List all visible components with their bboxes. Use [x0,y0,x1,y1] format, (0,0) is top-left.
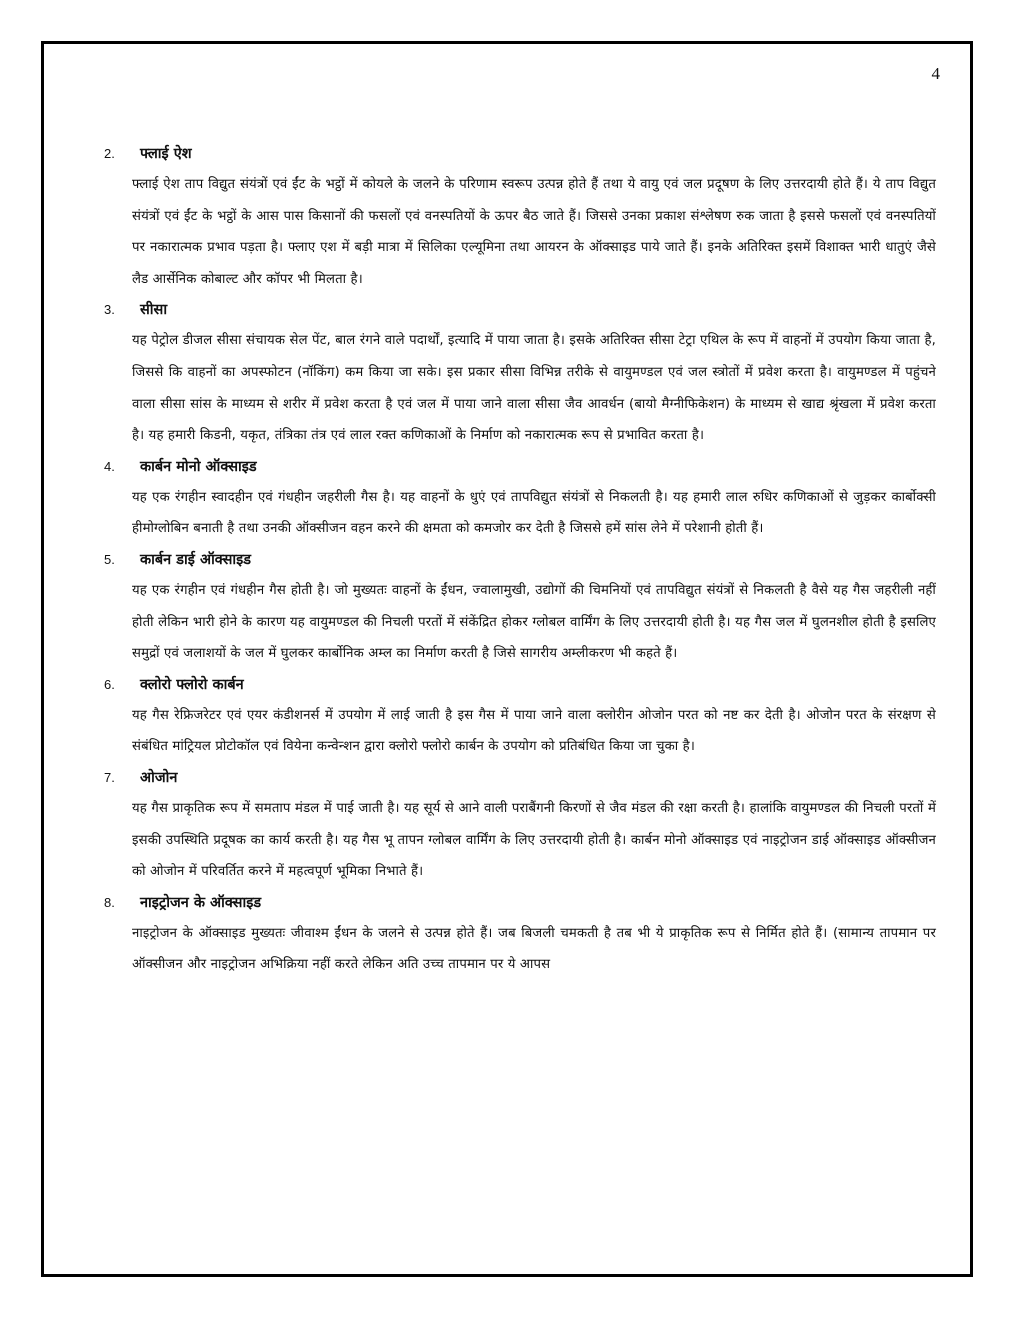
section-title: सीसा [140,302,168,319]
section-heading [96,892,936,918]
section-number: 5. [104,551,115,567]
section-lead [96,299,936,451]
section-title: कार्बन डाई ऑक्साइड [140,551,252,568]
section-heading [96,299,936,325]
section-heading [96,143,936,169]
section-paragraph: यह गैस प्राकृतिक रूप में समताप मंडल में पाई जाती है। यह सूर्य से आने वाली पराबैंगनी किरणों से जैव मंडल की रक्षा करती है। हालांकि वायुमण्डल की निचली परतों में इसकी उपस्थिति प्रदूषक का कार्य करती है। यह गैस भू तापन ग्लोबल वार्मिंग के लिए उत्तरदायी होती है। कार्बन मोनो ऑक्साइड एवं नाइट्रोजन डाई ऑक्साइड ऑक्सीजन को ओजोन में परिवर्तित करने में महत्वपूर्ण भूमिका निभाते हैं। [132,800,936,880]
section-carbon-dioxide [96,549,936,670]
section-paragraph: यह एक रंगहीन स्वादहीन एवं गंधहीन जहरीली गैस है। यह वाहनों के धुएं एवं तापविद्युत संयंत्रों से निकलती है। यह हमारी लाल रुधिर कणिकाओं से जुड़कर कार्बोक्सी हीमोग्लोबिन बनाती है तथा उनकी ऑक्सीजन वहन करने की क्षमता को कमजोर कर देती है जिससे हमें सांस लेने में परेशानी होती हैं। [132,489,936,537]
section-heading [96,456,936,482]
section-number: 2. [104,146,115,161]
section-paragraph: यह गैस रेफ्रिजरेटर एवं एयर कंडीशनर्स में उपयोग में लाई जाती है इस गैस में पाया जाने वाला क्लोरीन ओजोन परत को नष्ट कर देती है। ओजोन परत के संरक्षण से संबंधित मांट्रियल प्रोटोकॉल एवं वियेना कन्वेन्शन द्वारा क्लोरो फ्लोरो कार्बन के उपयोग को प्रतिबंधित किया जा चुका है। [132,707,936,755]
section-title: फ्लाई ऐश [140,146,192,162]
section-fly-ash [96,143,936,295]
section-heading [96,549,936,575]
section-title: नाइट्रोजन के ऑक्साइड [140,894,262,911]
section-cfc [96,674,936,763]
section-number: 8. [104,894,115,910]
section-carbon-monoxide [96,456,936,545]
section-paragraph: फ्लाई ऐश ताप विद्युत संयंत्रों एवं ईंट के भट्ठों में कोयले के जलने के परिणाम स्वरूप उत्पन्न होते हैं तथा ये वायु एवं जल प्रदूषण के लिए उत्तरदायी होते हैं। ये ताप विद्युत संयंत्रों एवं ईंट के भट्ठों के आस पास किसानों की फसलों एवं वनस्पतियों के ऊपर बैठ जाते हैं। जिससे उनका प्रकाश संश्लेषण रुक जाता है इससे फसलों एवं वनस्पतियों पर नकारात्मक प्रभाव पड़ता है। फ्लाए एश में बड़ी मात्रा में सिलिका एल्यूमिना तथा आयरन के ऑक्साइड पाये जाते हैं। इनके अतिरिक्त इसमें विशाक्त भारी धातुएं जैसे लैड आर्सेनिक कोबाल्ट और कॉपर भी मिलता है। [132,177,936,287]
section-paragraph: नाइट्रोजन के ऑक्साइड मुख्यतः जीवाश्म ईंधन के जलने से उत्पन्न होते हैं। जब बिजली चमकती है तब भी ये प्राकृतिक रूप से निर्मित होते हैं। (सामान्य तापमान पर ऑक्सीजन और नाइट्रोजन अभिक्रिया नहीं करते लेकिन अति उच्च तापमान पर ये आपस [132,925,936,973]
section-heading [96,674,936,700]
section-ozone [96,767,936,888]
section-title: क्लोरो फ्लोरो कार्बन [140,676,244,693]
section-number: 7. [104,769,115,785]
section-number: 4. [104,458,115,474]
section-number: 6. [104,676,115,692]
page-number: 4 [931,64,940,83]
section-paragraph: यह एक रंगहीन एवं गंधहीन गैस होती है। जो मुख्यतः वाहनों के ईंधन, ज्वालामुखी, उद्योगों की चिमनियों एवं तापविद्युत संयंत्रों से निकलती है वैसे यह गैस जहरीली नहीं होती लेकिन भारी होने के कारण यह वायुमण्डल की निचली परतों में संकेंद्रित होकर ग्लोबल वार्मिंग के लिए उत्तरदायी होती है। यह गैस जल में घुलनशील होती है इसलिए समुद्रों एवं जलाशयों के जल में घुलकर कार्बोनिक अम्ल का निर्माण करती है जिसे सागरीय अम्लीकरण भी कहते हैं। [132,582,936,662]
section-nitrogen-oxides [96,892,936,981]
section-number: 3. [104,302,115,318]
section-title: ओजोन [140,769,178,786]
section-paragraph: यह पेट्रोल डीजल सीसा संचायक सेल पेंट, बाल रंगने वाले पदार्थों, इत्यादि में पाया जाता है। इसके अतिरिक्त सीसा टेट्रा एथिल के रूप में वाहनों में उपयोग किया जाता है, जिससे कि वाहनों का अपस्फोटन (नॉकिंग) कम किया जा सके। इस प्रकार सीसा विभिन्न तरीके से वायुमण्डल एवं जल स्त्रोतों में प्रवेश करता है। वायुमण्डल में पहुंचने वाला सीसा सांस के माध्यम से शरीर में प्रवेश करता है एवं जल में पाया जाने वाला सीसा जैव आवर्धन (बायो मैग्नीफिकेशन) के माध्यम से खाद्य श्रृंखला में प्रवेश करता है। यह हमारी किडनी, यकृत, तंत्रिका तंत्र एवं लाल रक्त कणिकाओं के निर्माण को नकारात्मक रूप से प्रभावित करता है। [132,333,936,444]
section-heading [96,767,936,793]
section-title: कार्बन मोनो ऑक्साइड [140,458,257,475]
document-body [96,143,936,981]
